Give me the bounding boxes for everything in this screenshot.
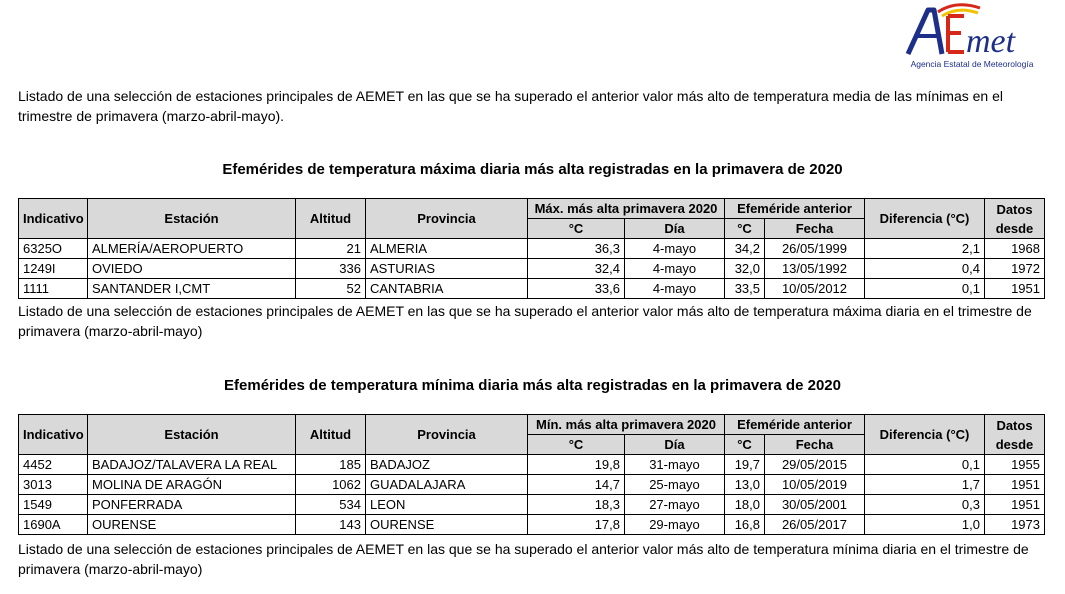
header-datos-desde xyxy=(985,199,1045,239)
header-diferencia: Diferencia (°C) xyxy=(865,415,985,455)
cell-provincia: BADAJOZ xyxy=(366,455,528,475)
cell-provincia: ALMERIA xyxy=(366,239,528,259)
cell-prev-valor: 19,7 xyxy=(725,455,765,475)
header-celsius: °C xyxy=(528,435,625,455)
cell-altitud: 21 xyxy=(296,239,366,259)
header-datos: Datos xyxy=(996,417,1033,433)
cell-dia: 31-mayo xyxy=(625,455,725,475)
cell-indicativo: 1249I xyxy=(19,259,88,279)
cell-estacion: MOLINA DE ARAGÓN xyxy=(88,475,296,495)
cell-provincia: ASTURIAS xyxy=(366,259,528,279)
min-table-title: Efemérides de temperatura mínima diaria más alta registradas en la primavera de 2020 xyxy=(224,377,841,394)
cell-altitud: 534 xyxy=(296,495,366,515)
cell-prev-fecha: 10/05/2012 xyxy=(765,279,865,299)
cell-desde: 1951 xyxy=(985,475,1045,495)
cell-desde: 1955 xyxy=(985,455,1045,475)
cell-prev-fecha: 26/05/1999 xyxy=(765,239,865,259)
header-indicativo: Indicativo xyxy=(19,415,88,455)
cell-desde: 1951 xyxy=(985,279,1045,299)
cell-diferencia: 1,0 xyxy=(865,515,985,535)
header-celsius: °C xyxy=(528,219,625,239)
cell-indicativo: 1690A xyxy=(19,515,88,535)
header-estacion: Estación xyxy=(88,199,296,239)
cell-altitud: 52 xyxy=(296,279,366,299)
cell-estacion: PONFERRADA xyxy=(88,495,296,515)
header-group-previous: Efeméride anterior xyxy=(725,199,865,219)
max-table-caption: Listado de una selección de estaciones principales de AEMET en las que se ha superado el anterior valor más alto de temperatura máxima diaria en el trimestre de primavera (marzo-abril-mayo) xyxy=(18,303,1032,339)
table-row xyxy=(19,279,1045,299)
header-altitud: Altitud xyxy=(296,415,366,455)
cell-prev-fecha: 10/05/2019 xyxy=(765,475,865,495)
cell-dia: 25-mayo xyxy=(625,475,725,495)
header-provincia: Provincia xyxy=(366,199,528,239)
cell-dia: 4-mayo xyxy=(625,279,725,299)
cell-dia: 27-mayo xyxy=(625,495,725,515)
cell-provincia: CANTABRIA xyxy=(366,279,528,299)
header-prev-celsius: °C xyxy=(725,219,765,239)
cell-prev-valor: 32,0 xyxy=(725,259,765,279)
cell-prev-valor: 13,0 xyxy=(725,475,765,495)
cell-provincia: OURENSE xyxy=(366,515,528,535)
header-desde: desde xyxy=(995,220,1034,236)
cell-desde: 1951 xyxy=(985,495,1045,515)
cell-indicativo: 6325O xyxy=(19,239,88,259)
header-indicativo: Indicativo xyxy=(19,199,88,239)
header-dia: Día xyxy=(625,435,725,455)
aemet-logo xyxy=(898,2,1048,72)
cell-diferencia: 0,4 xyxy=(865,259,985,279)
cell-altitud: 185 xyxy=(296,455,366,475)
table-row xyxy=(19,239,1045,259)
cell-indicativo: 1111 xyxy=(19,279,88,299)
header-dia: Día xyxy=(625,219,725,239)
cell-dia: 29-mayo xyxy=(625,515,725,535)
cell-estacion: OURENSE xyxy=(88,515,296,535)
header-group-current: Mín. más alta primavera 2020 xyxy=(528,415,725,435)
cell-indicativo: 4452 xyxy=(19,455,88,475)
header-fecha: Fecha xyxy=(765,219,865,239)
min-temperature-table xyxy=(18,414,1045,535)
cell-desde: 1972 xyxy=(985,259,1045,279)
header-fecha: Fecha xyxy=(765,435,865,455)
cell-indicativo: 1549 xyxy=(19,495,88,515)
cell-prev-valor: 16,8 xyxy=(725,515,765,535)
cell-provincia: GUADALAJARA xyxy=(366,475,528,495)
cell-prev-fecha: 30/05/2001 xyxy=(765,495,865,515)
max-temperature-table xyxy=(18,198,1045,299)
cell-estacion: OVIEDO xyxy=(88,259,296,279)
logo-subtitle: Agencia Estatal de Meteorología xyxy=(910,59,1034,69)
cell-valor: 17,8 xyxy=(528,515,625,535)
cell-prev-fecha: 13/05/1992 xyxy=(765,259,865,279)
aemet-logo-mark xyxy=(898,2,1048,60)
cell-valor: 33,6 xyxy=(528,279,625,299)
table-row xyxy=(19,515,1045,535)
cell-estacion: BADAJOZ/TALAVERA LA REAL xyxy=(88,455,296,475)
header-group-current: Máx. más alta primavera 2020 xyxy=(528,199,725,219)
cell-prev-valor: 34,2 xyxy=(725,239,765,259)
cell-valor: 14,7 xyxy=(528,475,625,495)
cell-diferencia: 2,1 xyxy=(865,239,985,259)
cell-altitud: 1062 xyxy=(296,475,366,495)
svg-text:met: met xyxy=(966,23,1016,60)
max-table-title: Efemérides de temperatura máxima diaria más alta registradas en la primavera de 2020 xyxy=(222,161,843,178)
cell-altitud: 143 xyxy=(296,515,366,535)
header-datos: Datos xyxy=(996,201,1033,217)
cell-estacion: SANTANDER I,CMT xyxy=(88,279,296,299)
cell-prev-fecha: 29/05/2015 xyxy=(765,455,865,475)
cell-prev-valor: 18,0 xyxy=(725,495,765,515)
header-diferencia: Diferencia (°C) xyxy=(865,199,985,239)
cell-estacion: ALMERÍA/AEROPUERTO xyxy=(88,239,296,259)
cell-valor: 19,8 xyxy=(528,455,625,475)
table-row xyxy=(19,495,1045,515)
header-desde: desde xyxy=(995,436,1034,452)
cell-prev-fecha: 26/05/2017 xyxy=(765,515,865,535)
cell-dia: 4-mayo xyxy=(625,239,725,259)
cell-provincia: LEON xyxy=(366,495,528,515)
header-estacion: Estación xyxy=(88,415,296,455)
min-table-caption: Listado de una selección de estaciones principales de AEMET en las que se ha superado el anterior valor más alto de temperatura mínima diaria en el trimestre de primavera (marzo-abril-mayo) xyxy=(18,541,1029,577)
cell-dia: 4-mayo xyxy=(625,259,725,279)
header-provincia: Provincia xyxy=(366,415,528,455)
cell-indicativo: 3013 xyxy=(19,475,88,495)
header-datos-desde xyxy=(985,415,1045,455)
header-prev-celsius: °C xyxy=(725,435,765,455)
cell-diferencia: 0,1 xyxy=(865,279,985,299)
cell-diferencia: 0,1 xyxy=(865,455,985,475)
cell-valor: 32,4 xyxy=(528,259,625,279)
header-group-previous: Efeméride anterior xyxy=(725,415,865,435)
header-altitud: Altitud xyxy=(296,199,366,239)
cell-diferencia: 0,3 xyxy=(865,495,985,515)
cell-prev-valor: 33,5 xyxy=(725,279,765,299)
intro-paragraph: Listado de una selección de estaciones principales de AEMET en las que se ha superado el anterior valor más alto de temperatura media de las mínimas en el trimestre de primavera (marzo-abril-mayo). xyxy=(18,88,1003,124)
cell-altitud: 336 xyxy=(296,259,366,279)
cell-desde: 1973 xyxy=(985,515,1045,535)
table-row xyxy=(19,455,1045,475)
cell-valor: 36,3 xyxy=(528,239,625,259)
table-row xyxy=(19,475,1045,495)
cell-valor: 18,3 xyxy=(528,495,625,515)
cell-desde: 1968 xyxy=(985,239,1045,259)
table-row xyxy=(19,259,1045,279)
cell-diferencia: 1,7 xyxy=(865,475,985,495)
